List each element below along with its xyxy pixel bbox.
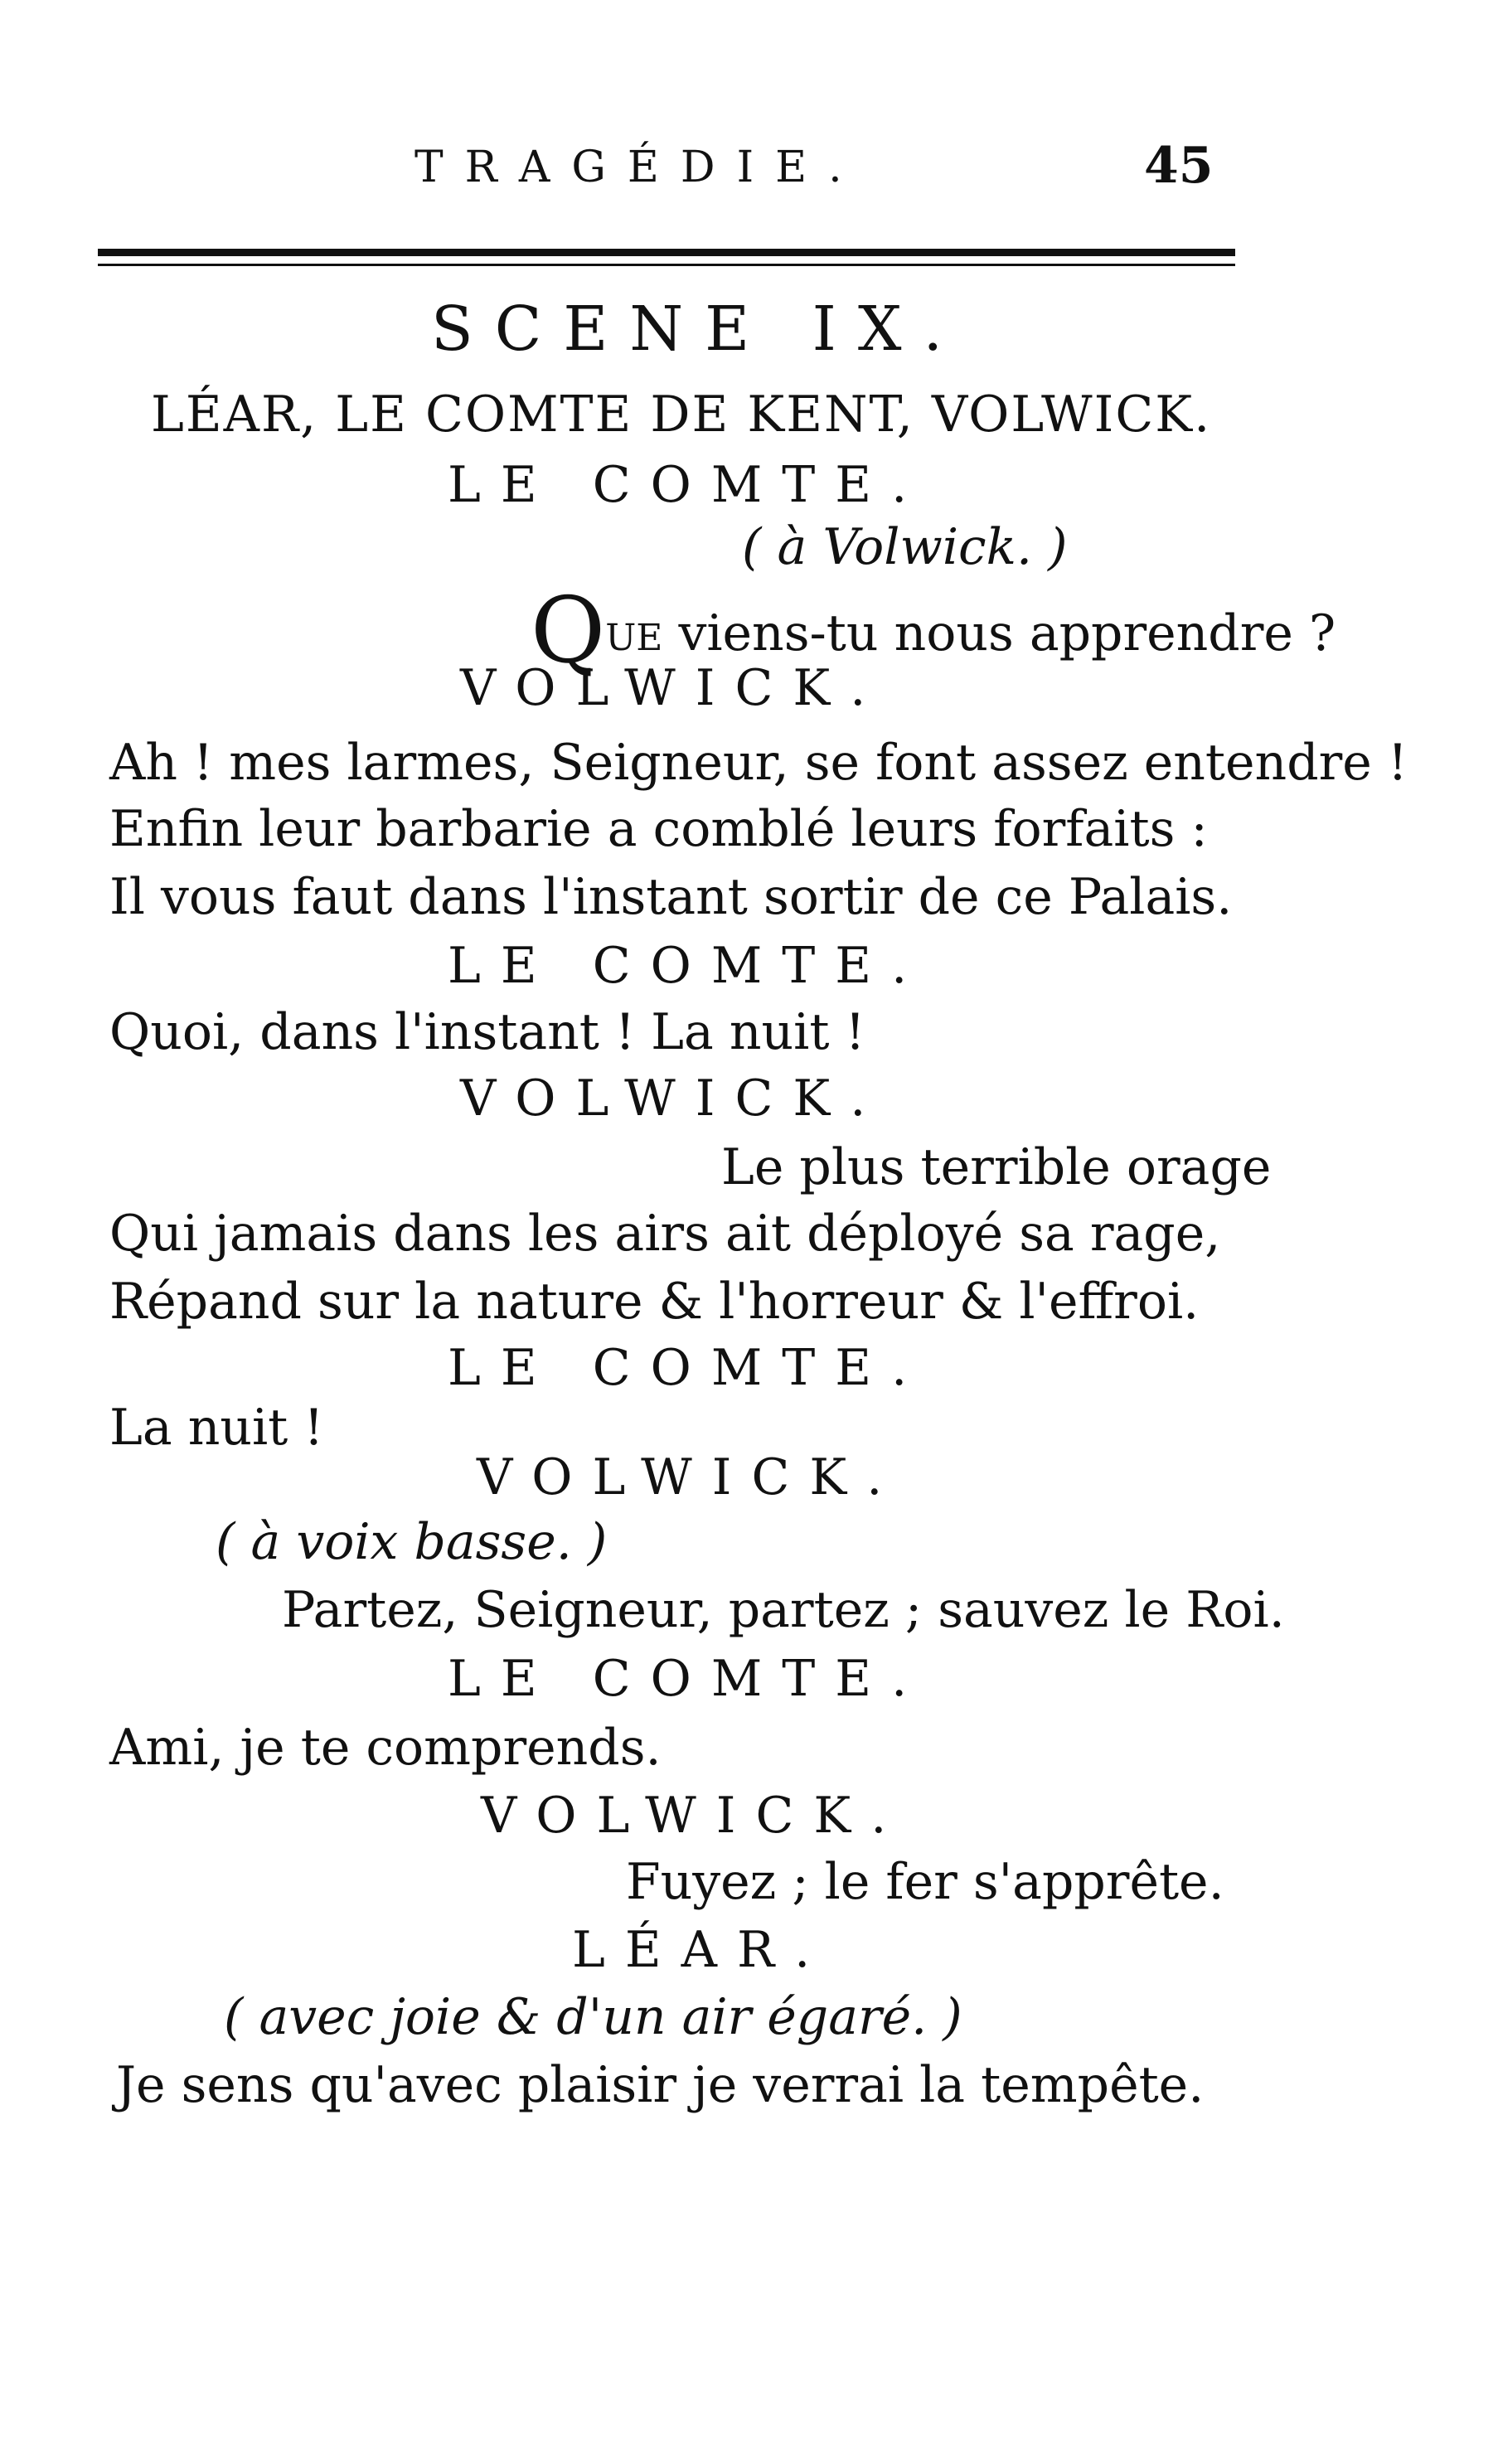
drop-cap: Q	[531, 577, 606, 683]
verse-line: Fuyez ; le fer s'apprête.	[626, 1853, 1224, 1911]
verse-line: Partez, Seigneur, partez ; sauvez le Roi.	[282, 1581, 1285, 1639]
verse-line: La nuit !	[109, 1399, 324, 1457]
speaker-name: LE COMTE.	[448, 456, 928, 514]
verse-line: Le plus terrible orage	[721, 1138, 1272, 1196]
verse-line: Qui jamais dans les airs ait déployé sa rage,	[109, 1205, 1221, 1263]
verse-text: viens-tu nous apprendre ?	[662, 604, 1336, 662]
scene-characters: LÉAR, LE COMTE DE KENT, VOLWICK.	[151, 386, 1212, 444]
stage-direction: ( à voix basse. )	[216, 1513, 608, 1571]
scene-title: SCENE IX.	[431, 293, 965, 365]
speaker-name: LE COMTE.	[448, 937, 928, 995]
small-caps: UE	[605, 617, 663, 659]
page-number: 45	[1144, 137, 1214, 195]
verse-line: Enfin leur barbarie a comblé leurs forfaits :	[109, 800, 1208, 858]
verse-line: Ah ! mes larmes, Seigneur, se font assez entendre !	[109, 734, 1408, 792]
header-rule	[98, 249, 1235, 256]
verse-line: Répand sur la nature & l'horreur & l'effroi.	[109, 1273, 1200, 1331]
header-rule-thin	[98, 264, 1235, 266]
speaker-name: VOLWICK.	[460, 659, 886, 717]
verse-line: Je sens qu'avec plaisir je verrai la tempête.	[116, 2056, 1205, 2114]
stage-direction: ( avec joie & d'un air égaré. )	[224, 1988, 962, 2046]
speaker-name: VOLWICK.	[460, 1070, 886, 1128]
speaker-name: VOLWICK.	[477, 1448, 903, 1506]
verse-line: Il vous faut dans l'instant sortir de ce Palais.	[109, 868, 1233, 926]
stage-direction: ( à Volwick. )	[742, 518, 1068, 576]
verse-line: Quoi, dans l'instant ! La nuit !	[109, 1003, 865, 1061]
running-head: TRAGÉDIE.	[414, 143, 864, 192]
verse-line: Ami, je te comprends.	[109, 1719, 662, 1777]
speaker-name: VOLWICK.	[481, 1787, 907, 1845]
speaker-name: LÉAR.	[572, 1921, 831, 1979]
speaker-name: LE COMTE.	[448, 1650, 928, 1708]
speaker-name: LE COMTE.	[448, 1339, 928, 1397]
